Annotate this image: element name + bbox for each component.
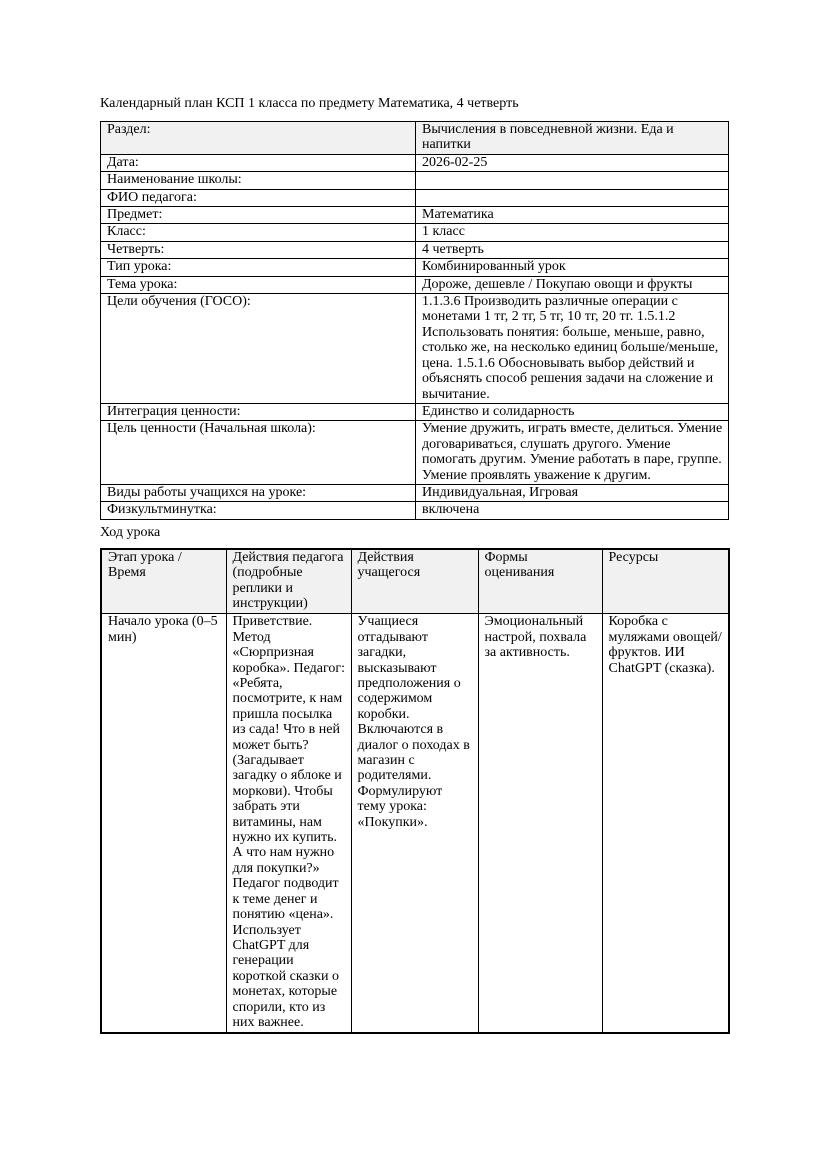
- info-value: Умение дружить, играть вместе, делиться. Умение договариваться, слушать другого. Умение помогать другим. Умение работать в паре, группе. Умение проявлять уважение к другим.: [416, 421, 729, 485]
- table-row: [101, 189, 729, 206]
- info-value: Комбинированный урок: [416, 259, 729, 276]
- info-label: Раздел:: [101, 122, 416, 155]
- info-label: Виды работы учащихся на уроке:: [101, 484, 416, 501]
- student-actions-cell: Учащиеся отгадывают загадки, высказывают предположения о содержимом коробки. Включаются в диалог о походах в магазин с родителями. Формулируют тему урока: «Покупки».: [351, 614, 478, 1033]
- column-header-teacher-actions: Действия педагога (подробные реплики и инструкции): [226, 549, 351, 614]
- info-label: Наименование школы:: [101, 172, 416, 189]
- table-row: [101, 224, 729, 241]
- table-row: [101, 421, 729, 485]
- info-label: Класс:: [101, 224, 416, 241]
- info-value: Математика: [416, 207, 729, 224]
- table-row: [101, 294, 729, 404]
- table-row: [101, 614, 729, 1033]
- info-value: 4 четверть: [416, 241, 729, 258]
- lesson-flow-table: [100, 548, 730, 1035]
- info-label: ФИО педагога:: [101, 189, 416, 206]
- page-title: Календарный план КСП 1 класса по предмету Математика, 4 четверть: [100, 96, 519, 111]
- info-value: Вычисления в повседневной жизни. Еда и напитки: [416, 122, 729, 155]
- table-row: [101, 172, 729, 189]
- info-value: Единство и солидарность: [416, 403, 729, 420]
- column-header-assessment: Формы оценивания: [478, 549, 602, 614]
- table-row: [101, 276, 729, 293]
- table-row: [101, 484, 729, 501]
- info-label: Цели обучения (ГОСО):: [101, 294, 416, 404]
- info-value: [416, 172, 729, 189]
- table-row: [101, 154, 729, 171]
- info-value: 1.1.3.6 Производить различные операции с монетами 1 тг, 2 тг, 5 тг, 10 тг, 20 тг. 1.5.1.2 Использовать понятия: больше, меньше, равно, столько же, на несколько единиц больше/меньше, цена. 1.5.1.6 Обосновывать выбор действий и объяснять способ решения задачи на сложение и вычитание.: [416, 294, 729, 404]
- assessment-cell: Эмоциональный настрой, похвала за активность.: [478, 614, 602, 1033]
- info-label: Предмет:: [101, 207, 416, 224]
- column-header-resources: Ресурсы: [602, 549, 729, 614]
- info-label: Интеграция ценности:: [101, 403, 416, 420]
- info-label: Тип урока:: [101, 259, 416, 276]
- info-value: 1 класс: [416, 224, 729, 241]
- document-content: [100, 0, 728, 1034]
- info-value: включена: [416, 502, 729, 519]
- info-label: Тема урока:: [101, 276, 416, 293]
- info-label: Дата:: [101, 154, 416, 171]
- table-header-row: [101, 549, 729, 614]
- info-value: Индивидуальная, Игровая: [416, 484, 729, 501]
- info-value: 2026-02-25: [416, 154, 729, 171]
- info-label: Физкультминутка:: [101, 502, 416, 519]
- table-row: [101, 241, 729, 258]
- info-label: Цель ценности (Начальная школа):: [101, 421, 416, 485]
- info-value: Дороже, дешевле / Покупаю овощи и фрукты: [416, 276, 729, 293]
- teacher-actions-cell: Приветствие. Метод «Сюрпризная коробка». Педагог: «Ребята, посмотрите, к нам пришла посылка из сада! Что в ней может быть? (Загадывает загадку о яблоке и моркови). Чтобы забрать эти витамины, нам нужно их купить. А что нам нужно для покупки?» Педагог подводит к теме денег и понятию «цена». Использует ChatGPT для генерации короткой сказки о монетах, которые спорили, кто из них важнее.: [226, 614, 351, 1033]
- lesson-info-table: [100, 121, 729, 520]
- resources-cell: Коробка с муляжами овощей/фруктов. ИИ ChatGPT (сказка).: [602, 614, 729, 1033]
- info-label: Четверть:: [101, 241, 416, 258]
- table-row: [101, 502, 729, 519]
- table-row: [101, 259, 729, 276]
- table-row: [101, 122, 729, 155]
- table-row: [101, 403, 729, 420]
- table-row: [101, 207, 729, 224]
- column-header-stage: Этап урока / Время: [101, 549, 226, 614]
- lesson-flow-heading: Ход урока: [100, 524, 161, 540]
- info-value: [416, 189, 729, 206]
- column-header-student-actions: Действия учащегося: [351, 549, 478, 614]
- stage-cell: Начало урока (0–5 мин): [101, 614, 226, 1033]
